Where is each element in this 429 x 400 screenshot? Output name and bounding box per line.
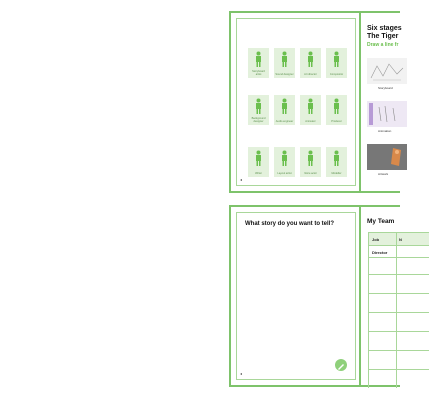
role-card xyxy=(326,48,347,78)
director-row-label: Director xyxy=(372,250,388,255)
role-card xyxy=(300,147,321,177)
role-card xyxy=(274,147,295,177)
role-caption: Sound designer xyxy=(275,73,294,76)
right-page xyxy=(362,207,400,385)
role-card xyxy=(274,48,295,78)
role-card xyxy=(326,95,347,125)
person-icon xyxy=(304,150,317,167)
story-page-frame xyxy=(236,212,356,380)
stages-title-line-1: Six stages xyxy=(367,25,402,32)
sketch-image xyxy=(367,101,407,127)
page-number-marker: ◂ xyxy=(240,371,243,376)
role-card xyxy=(326,147,347,177)
table-row xyxy=(369,274,429,275)
page-fold xyxy=(359,13,361,191)
table-row xyxy=(369,312,429,313)
role-caption: Voice actor xyxy=(304,172,317,175)
role-caption: Audio engineer xyxy=(275,120,294,123)
artwork-image xyxy=(367,144,407,170)
person-icon xyxy=(278,150,291,167)
role-card xyxy=(300,95,321,125)
role-card xyxy=(248,95,269,125)
pencil-icon xyxy=(335,359,347,371)
table-row xyxy=(369,350,429,351)
thumb-caption: Animation xyxy=(378,129,392,133)
table-row xyxy=(369,369,429,370)
role-caption: Animator xyxy=(305,120,316,123)
team-table xyxy=(368,232,429,388)
person-icon xyxy=(252,51,265,68)
stages-instruction: Draw a line fr xyxy=(367,42,399,48)
table-row xyxy=(369,293,429,294)
top-booklet-spread xyxy=(229,11,400,193)
person-icon xyxy=(330,150,343,167)
person-icon xyxy=(278,51,291,68)
stages-title-line-2: The Tiger xyxy=(367,33,399,40)
team-title: My Team xyxy=(367,218,395,225)
sketch-image xyxy=(367,58,407,84)
person-icon xyxy=(330,51,343,68)
story-prompt: What story do you want to tell? xyxy=(245,221,334,227)
animation-thumbnail xyxy=(367,101,407,127)
stages-title xyxy=(367,25,402,41)
left-page xyxy=(231,13,359,191)
right-page xyxy=(362,13,400,191)
pencil-glyph xyxy=(335,360,347,372)
table-row xyxy=(369,331,429,332)
table-row xyxy=(369,257,429,258)
page-fold xyxy=(359,207,361,385)
person-icon xyxy=(278,98,291,115)
role-caption: Layout artist xyxy=(277,172,292,175)
thumb-caption: Storyboard xyxy=(378,86,393,90)
role-card xyxy=(274,95,295,125)
role-card xyxy=(248,48,269,78)
role-caption: Background designer xyxy=(251,117,266,123)
left-page xyxy=(231,207,359,385)
role-caption: Art director xyxy=(304,73,317,76)
person-icon xyxy=(252,98,265,115)
job-column-header: Job xyxy=(372,237,380,242)
left-page-frame xyxy=(236,18,356,186)
thumb-caption: Artwork xyxy=(378,172,389,176)
role-card xyxy=(248,147,269,177)
bottom-booklet-spread xyxy=(229,205,400,387)
storyboard-thumbnail xyxy=(367,58,407,84)
person-icon xyxy=(330,98,343,115)
role-caption: Writer xyxy=(255,172,262,175)
role-caption: Compositor xyxy=(329,73,344,76)
role-card xyxy=(300,48,321,78)
person-icon xyxy=(304,51,317,68)
page-number-marker: ◂ xyxy=(240,177,243,182)
person-icon xyxy=(252,150,265,167)
role-caption: Modeller xyxy=(331,172,342,175)
artwork-thumbnail xyxy=(367,144,407,170)
role-caption: Storyboard artist xyxy=(252,70,265,76)
name-column-header: N xyxy=(399,237,402,242)
person-icon xyxy=(304,98,317,115)
role-caption: Producer xyxy=(331,120,342,123)
